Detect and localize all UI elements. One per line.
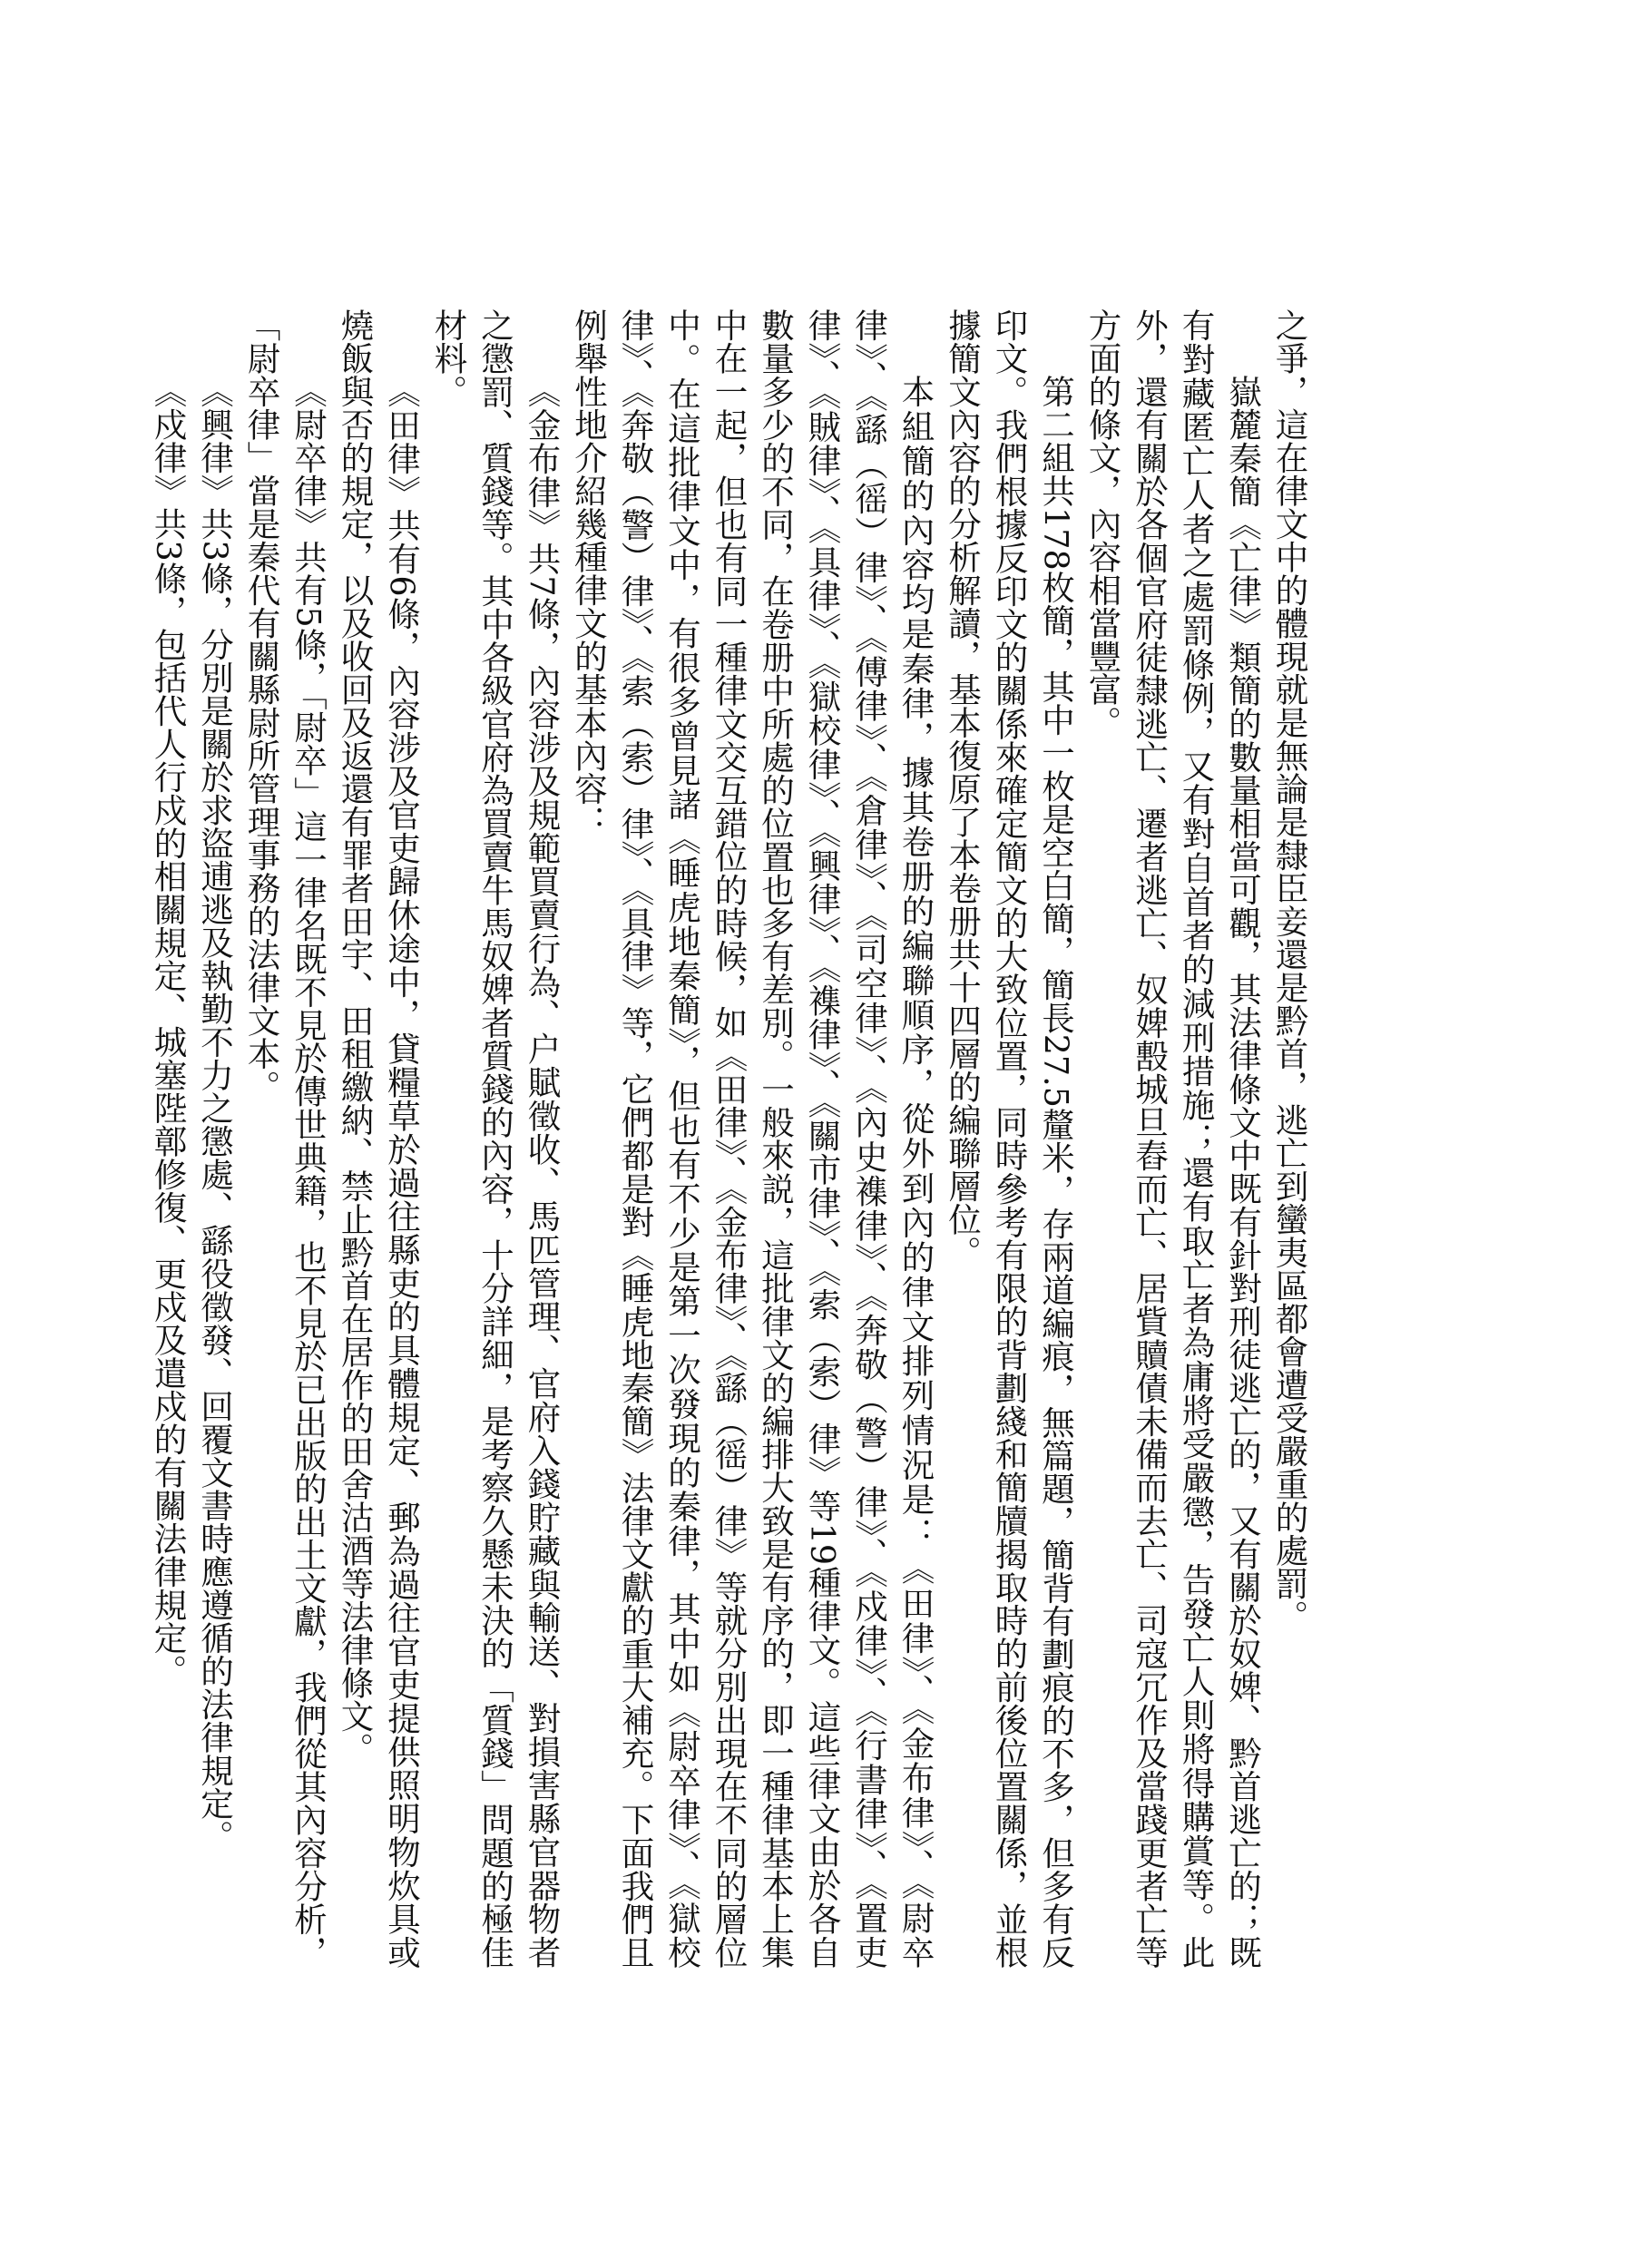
paragraph-7: 《尉卒律》共有5條，「尉卒」這一律名既不見於傳世典籍，也不見於已出版的出土文獻，我們從其內容分析，「尉卒律」當是秦代有關縣尉所管理事務的法律文本。 [242,308,328,1969]
paragraph-3: 第二組共178枚簡，其中一枚是空白簡，簡長27.5釐米，存兩道編痕，無篇題，簡背有劃痕的不多，但多有反印文。我們根據反印文的關係來確定簡文的大致位置，同時參考有限的背劃綫和簡牘揭取時的前後位置關係，並根據簡文內容的分析解讀，基本復原了本卷册共十四層的編聯層位。 [943,308,1076,1969]
paragraph-2: 嶽麓秦簡《亡律》類簡的數量相當可觀，其法律條文中既有針對刑徒逃亡的，又有關於奴婢、黔首逃亡的；既有對藏匿亡人者之處罰條例，又有對自首者的減刑措施；還有取亡者為庸將受嚴懲，告發亡人則將得購賞等。此外，還有關於各個官府徒隸逃亡、遷者逃亡、奴婢毄城旦舂而亡、居貲贖債未備而去亡、司寇冗作及當踐更者亡等方面的條文，內容相當豐富。 [1083,308,1263,1969]
paragraph-6: 《田律》共有6條，內容涉及官吏歸休途中，貸糧草於過往縣吏的具體規定、郵為過往官吏提供照明物炊具或燒飯與否的規定，以及收回及返還有罪者田宇、田租繳納、禁止黔首在居作的田舍沽酒等法律條文。 [336,308,422,1969]
paragraph-8: 《興律》共3條，分別是關於求盜逋逃及執勤不力之懲處、繇役徵發、回覆文書時應遵循的法律規定。 [195,375,235,1853]
paragraph-4: 本組簡的內容均是秦律，據其卷册的編聯順序，從外到內的律文排列情況是：《田律》、《金布律》、《尉卒律》、《繇（徭）律》、《傅律》、《倉律》、《司空律》、《內史襍律》、《奔敬（警）律》、《戍律》、《行書律》、《置吏律》、《賊律》、《具律》、《獄校律》、《興律》、《襍律》、《關市律》、《索（索）律》等19種律文。這些律文由於各自數量多少的不同，在卷册中所處的位置也多有差別。一般來説，這批律文的編排大致是有序的，即一種律基本上集中在一起，但也有同一種律文交互錯位的時候，如《田律》、《金布律》、《繇（徭）律》等就分別出現在不同的層位中。在這批律文中，有很多曾見諸《睡虎地秦簡》，但也有不少是第一次發現的秦律，其中如《尉卒律》、《獄校律》、《奔敬（警）律》、《索（索）律》、《具律》等，它們都是對《睡虎地秦簡》法律文獻的重大補充。下面我們且例舉性地介紹幾種律文的基本內容： [569,308,935,1969]
paragraph-5: 《金布律》共7條，內容涉及規範買賣行為、户賦徵收、馬匹管理、官府入錢貯藏與輸送、對損害縣官器物者之懲罰、質錢等。其中各級官府為買賣牛馬奴婢者質錢的內容，十分詳細，是考察久懸未決的「質錢」問題的極佳材料。 [429,308,562,1969]
paragraph-1: 之爭，這在律文中的體現就是無論是隸臣妾還是黔首，逃亡到蠻夷區都會遭受嚴重的處罰。 [1270,308,1309,1633]
vertical-text-block [145,308,1314,1969]
paragraph-9: 《戍律》共3條，包括代人行戍的相關規定、城塞陛鄣修復、更戍及遣戍的有關法律規定。 [149,375,188,1687]
